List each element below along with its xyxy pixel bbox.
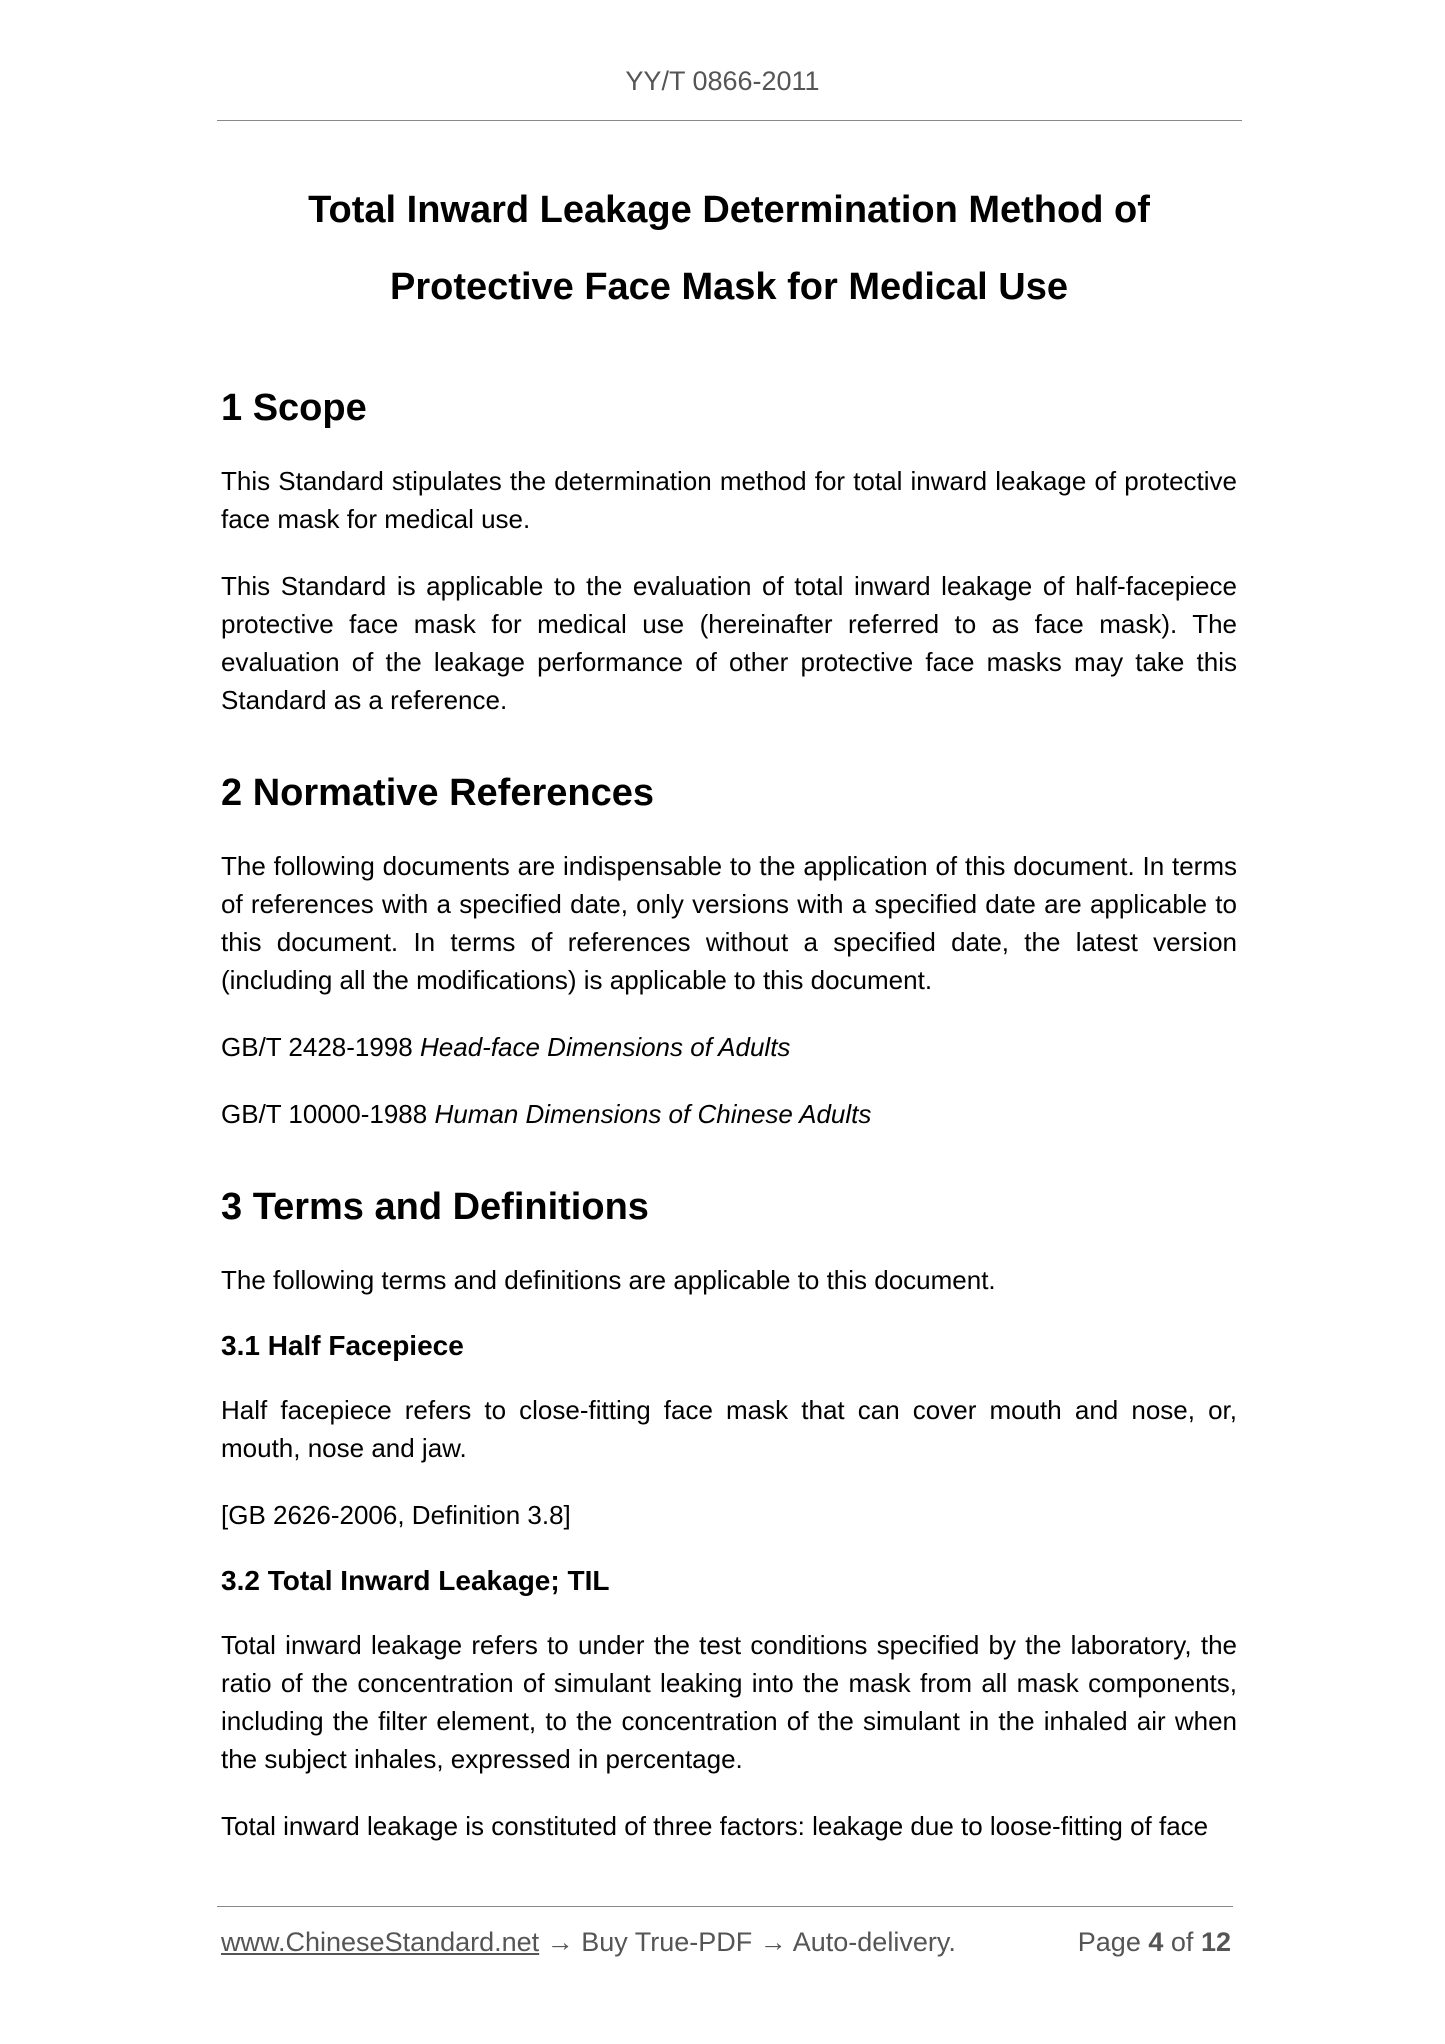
subsection-3-2-text-continued: Total inward leakage is constituted of three factors: leakage due to loose-fitting of face: [221, 1811, 1209, 1841]
reference-title: Head-face Dimensions of Adults: [420, 1032, 791, 1062]
header-divider: [217, 120, 1242, 121]
buy-pdf-text: Buy True-PDF: [573, 1927, 760, 1957]
page-label: Page: [1077, 1927, 1141, 1957]
subsection-3-2-heading: 3.2 Total Inward Leakage; TIL: [221, 1565, 610, 1596]
section-1-heading: 1 Scope: [221, 387, 367, 429]
auto-delivery-text: Auto-delivery.: [786, 1927, 956, 1957]
section-1-paragraph-2: This Standard is applicable to the evaluation of total inward leakage of half-facepiece protective face mask for medical use (hereinafter referred to as face mask). The evaluation of the leakage performance of other protective face masks may take this Standard as a reference.: [221, 571, 1237, 715]
page-current: 4: [1148, 1927, 1164, 1957]
page-footer: [221, 1927, 1231, 1958]
website-link[interactable]: www.ChineseStandard.net: [221, 1927, 540, 1957]
page-total: 12: [1200, 1927, 1231, 1957]
subsection-3-2-text: Total inward leakage refers to under the test conditions specified by the laboratory, the ratio of the concentration of simulant leaking into the mask from all mask components, including the filter element, to the concentration of the simulant in the inhaled air when the subject inhales, expressed in percentage.: [221, 1630, 1237, 1774]
section-3-intro: The following terms and definitions are applicable to this document.: [221, 1265, 996, 1295]
document-title-line-2: Protective Face Mask for Medical Use: [390, 266, 1068, 308]
reference-item-2: [221, 1095, 1237, 1133]
document-title-line-1: Total Inward Leakage Determination Method of: [308, 189, 1150, 231]
page-of: of: [1170, 1927, 1194, 1957]
arrow-right-icon: →: [759, 1927, 787, 1957]
reference-code: GB/T 10000-1988: [221, 1099, 428, 1129]
subsection-3-1-text: Half facepiece refers to close-fitting face mask that can cover mouth and nose, or, mouth, nose and jaw.: [221, 1395, 1237, 1463]
section-1-paragraph-1: This Standard stipulates the determination method for total inward leakage of protective face mask for medical use.: [221, 466, 1237, 534]
subsection-3-1-heading: 3.1 Half Facepiece: [221, 1330, 464, 1361]
section-3-heading: 3 Terms and Definitions: [221, 1186, 649, 1228]
document-code: YY/T 0866-2011: [625, 66, 820, 96]
section-2-heading: 2 Normative References: [221, 772, 654, 814]
arrow-right-icon: →: [546, 1927, 574, 1957]
subsection-3-1-source: [GB 2626-2006, Definition 3.8]: [221, 1500, 571, 1530]
reference-code: GB/T 2428-1998: [221, 1032, 413, 1062]
page-content: [221, 172, 1237, 1845]
reference-item-1: [221, 1028, 1237, 1066]
page-number: [1078, 1927, 1231, 1958]
reference-title: Human Dimensions of Chinese Adults: [434, 1099, 872, 1129]
footer-divider: [217, 1906, 1233, 1907]
section-2-paragraph-1: The following documents are indispensable to the application of this document. In terms of references with a specified date, only versions with a specified date are applicable to this document. In terms of references without a specified date, the latest version (including all the modifications) is applicable to this document.: [221, 851, 1237, 995]
